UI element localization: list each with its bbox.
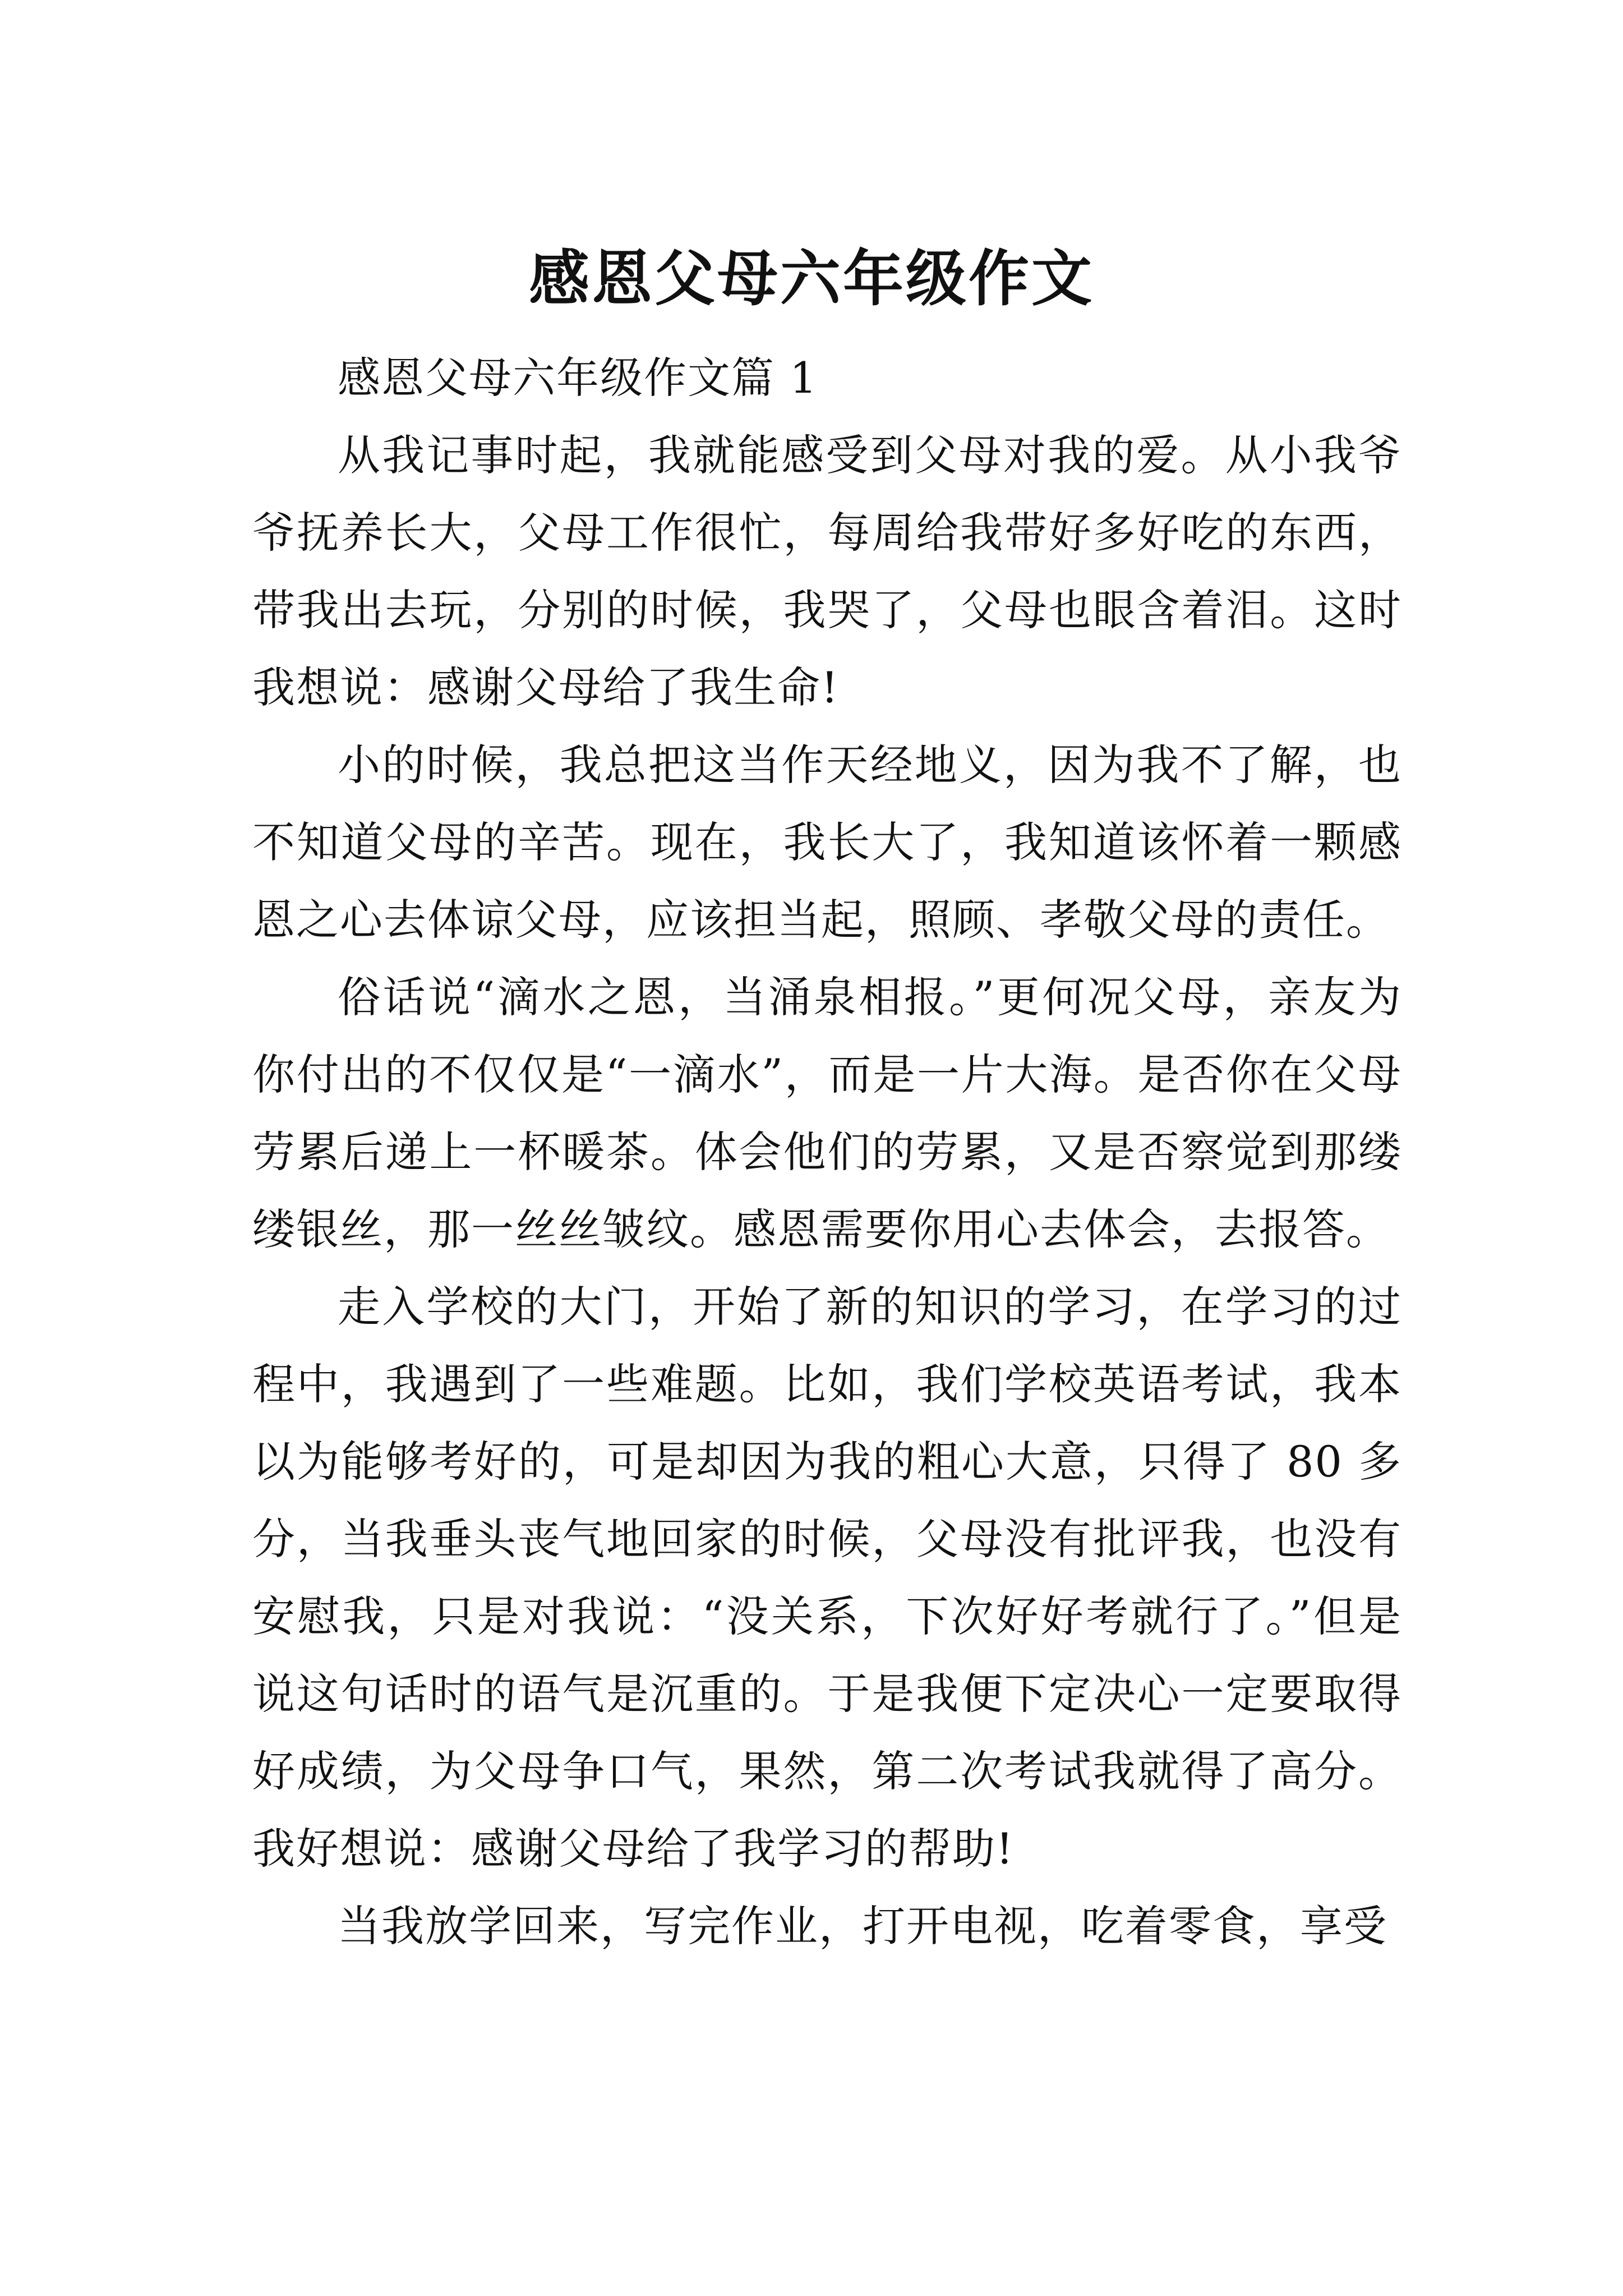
section-heading: 感恩父母六年级作文篇 1 [338, 353, 818, 403]
paragraph: 俗话说“滴水之恩，当涌泉相报。”更何况父母，亲友为你付出的不仅仅是“一滴水”，而是一片大海。是否你在父母劳累后递上一杯暖茶。体会他们的劳累，又是否察觉到那缕缕银丝，那一丝丝皱纹。感恩需要你用心去体会，去报答。 [252, 972, 1402, 1254]
document-body [252, 339, 1402, 1965]
document-title: 感恩父母六年级作文 [528, 243, 1094, 315]
paragraph: 走入学校的大门，开始了新的知识的学习，在学习的过程中，我遇到了一些难题。比如，我们学校英语考试，我本以为能够考好的，可是却因为我的粗心大意，只得了 80 多分，当我垂头丧气地回家的时候，父母没有批评我，也没有安慰我，只是对我说：“没关系，下次好好考就行了。”但是说这句话时的语气是沉重的。于是我便下定决心一定要取得好成绩，为父母争口气，果然，第二次考试我就得了高分。我好想说：感谢父母给了我学习的帮助! [252, 1282, 1402, 1874]
paragraph: 当我放学回来，写完作业，打开电视，吃着零食，享受 [338, 1901, 1387, 1951]
paragraph: 从我记事时起，我就能感受到父母对我的爱。从小我爷爷抚养长大，父母工作很忙，每周给我带好多好吃的东西，带我出去玩，分别的时候，我哭了，父母也眼含着泪。这时我想说：感谢父母给了我生命! [252, 430, 1402, 712]
paragraph: 小的时候，我总把这当作天经地义，因为我不了解，也不知道父母的辛苦。现在，我长大了，我知道该怀着一颗感恩之心去体谅父母，应该担当起，照顾、孝敬父母的责任。 [252, 740, 1402, 945]
